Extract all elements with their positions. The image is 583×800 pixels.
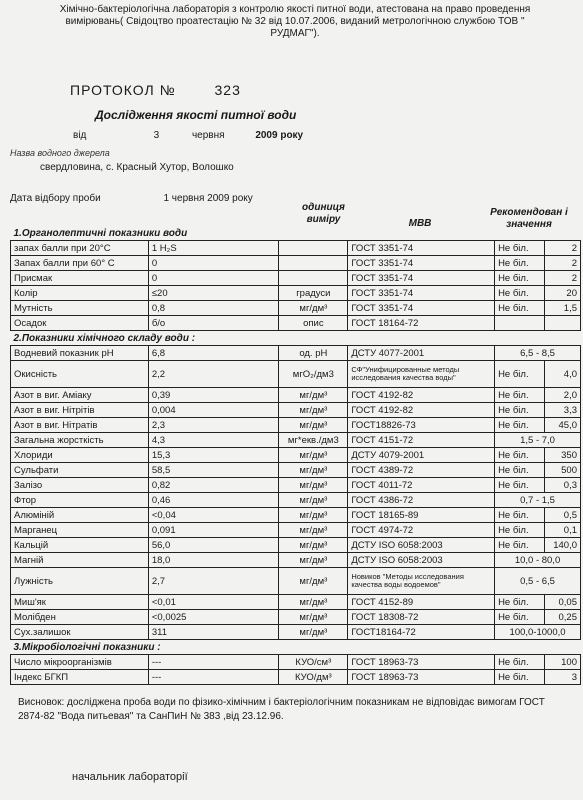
table-row <box>11 241 581 256</box>
parameter-name: Загальна жорсткість <box>11 433 149 448</box>
recommended-label: Не біл. <box>495 508 545 523</box>
section-title: 3.Мікробіологічні показники : <box>11 640 581 655</box>
table-row <box>11 256 581 271</box>
unit-cell: мг*екв./дм3 <box>279 433 348 448</box>
recommended-limit: 2 <box>544 241 580 256</box>
method-cell: ГОСТ 4192-82 <box>348 403 495 418</box>
parameter-name: Кальцій <box>11 538 149 553</box>
sample-value: 1 червня 2009 року <box>163 193 253 204</box>
method-cell: ГОСТ18164-72 <box>348 625 495 640</box>
method-cell: ДСТУ 4079-2001 <box>348 448 495 463</box>
table-row <box>11 316 581 331</box>
table-row <box>11 538 581 553</box>
recommended-limit: 45,0 <box>544 418 580 433</box>
table-row <box>11 418 581 433</box>
parameter-name: Залізо <box>11 478 149 493</box>
measured-value: 0,39 <box>148 388 279 403</box>
recommended-label: Не біл. <box>495 301 545 316</box>
parameter-name: Миш'як <box>11 595 149 610</box>
measured-value: --- <box>148 670 279 685</box>
recommended-range: 0,5 - 6,5 <box>495 568 581 595</box>
measured-value: 0,82 <box>148 478 279 493</box>
source-label: Назва водного джерела <box>10 148 110 158</box>
recommended-label: Не біл. <box>495 595 545 610</box>
parameter-name: Азот в виг. Аміаку <box>11 388 149 403</box>
table-row <box>11 448 581 463</box>
table-row <box>11 403 581 418</box>
source-text: свердловина, с. Красный Хутор, Волошко <box>40 162 234 173</box>
recommended-label: Не біл. <box>495 538 545 553</box>
method-cell: ГОСТ 3351-74 <box>348 286 495 301</box>
measured-value: 56,0 <box>148 538 279 553</box>
table-row <box>11 670 581 685</box>
parameter-name: Лужність <box>11 568 149 595</box>
recommended-limit: 2 <box>544 271 580 286</box>
unit-cell: опис <box>279 316 348 331</box>
recommended-limit: 3 <box>544 670 580 685</box>
conclusion-text: Висновок: досліджена проба води по фізико-хімічним і бактеріологічним показникам не відповідає вимогам ГОСТ 2874-82 "Вода питьевая" та СанПиН № 383 ,від 23.12.96. <box>18 697 545 722</box>
measured-value: 311 <box>148 625 279 640</box>
method-cell: ГОСТ 4152-89 <box>348 595 495 610</box>
protocol-title <box>70 82 241 98</box>
recommended-label: Не біл. <box>495 670 545 685</box>
unit-cell: мг/дм³ <box>279 553 348 568</box>
unit-cell: мг/дм³ <box>279 568 348 595</box>
recommended-limit: 100 <box>544 655 580 670</box>
recommended-label: Не біл. <box>495 448 545 463</box>
recommended-range: 10,0 - 80,0 <box>495 553 581 568</box>
unit-cell: мг/дм³ <box>279 610 348 625</box>
method-cell: ГОСТ 4192-82 <box>348 388 495 403</box>
method-cell: Новиков "Методы исследования качества воды водоемов" <box>348 568 495 595</box>
table-row <box>11 553 581 568</box>
parameter-name: Молібден <box>11 610 149 625</box>
recommended-limit: 0,25 <box>544 610 580 625</box>
parameter-name: Мутність <box>11 301 149 316</box>
table-row <box>11 433 581 448</box>
recommended-label: Не біл. <box>495 463 545 478</box>
recommended-limit: 2,0 <box>544 388 580 403</box>
method-cell: ГОСТ18826-73 <box>348 418 495 433</box>
date-month: червня <box>191 130 225 141</box>
section-header-row <box>11 331 581 346</box>
measured-value: ≤20 <box>148 286 279 301</box>
section-header-row <box>11 640 581 655</box>
method-cell: ГОСТ 4386-72 <box>348 493 495 508</box>
parameter-name: Осадок <box>11 316 149 331</box>
header-line-2: вимірювань( Свідоцтво проатестацію № 32 від 10.07.2006, виданий метрологічною службою ТОВ " <box>65 16 525 27</box>
unit-cell: мг/дм³ <box>279 388 348 403</box>
protocol-label: ПРОТОКОЛ № <box>70 82 176 98</box>
parameter-name: запах балли при 20°С <box>11 241 149 256</box>
recommended-label: Не біл. <box>495 271 545 286</box>
recommended-column-header: Рекомендован і значення <box>490 207 568 230</box>
parameter-name: Запах балли при 60° С <box>11 256 149 271</box>
lab-chief-signature-line: начальник лабораторії <box>72 771 188 783</box>
unit-cell: КУО/см³ <box>279 655 348 670</box>
parameter-name: Марганец <box>11 523 149 538</box>
recommended-range: 1,5 - 7,0 <box>495 433 581 448</box>
measured-value: 2,7 <box>148 568 279 595</box>
table-row <box>11 523 581 538</box>
recommended-label: Не біл. <box>495 241 545 256</box>
measured-value: <0,01 <box>148 595 279 610</box>
measured-value: 0 <box>148 271 279 286</box>
section-title: 1.Органолептичні показники води <box>11 226 581 241</box>
unit-cell: од. рН <box>279 346 348 361</box>
method-cell: ГОСТ 3351-74 <box>348 271 495 286</box>
measured-value: 18,0 <box>148 553 279 568</box>
parameter-name: Колір <box>11 286 149 301</box>
protocol-subtitle: Дослідження якості питної води <box>95 108 297 122</box>
lab-header <box>20 4 570 40</box>
recommended-label: Не біл. <box>495 523 545 538</box>
table-row <box>11 610 581 625</box>
method-cell: ГОСТ 3351-74 <box>348 256 495 271</box>
results-table <box>10 226 581 685</box>
table-row <box>11 625 581 640</box>
recommended-label: Не біл. <box>495 286 545 301</box>
parameter-name: Фтор <box>11 493 149 508</box>
parameter-name: Алюміній <box>11 508 149 523</box>
recommended-limit: 350 <box>544 448 580 463</box>
date-prefix: від <box>73 130 87 141</box>
method-cell: ГОСТ 4974-72 <box>348 523 495 538</box>
table-row <box>11 568 581 595</box>
unit-cell: мг/дм³ <box>279 463 348 478</box>
measured-value: <0,0025 <box>148 610 279 625</box>
unit-cell: мг/дм³ <box>279 493 348 508</box>
method-cell: ГОСТ 3351-74 <box>348 301 495 316</box>
method-cell: ГОСТ 4151-72 <box>348 433 495 448</box>
method-cell: ГОСТ 18164-72 <box>348 316 495 331</box>
recommended-limit: 0,1 <box>544 523 580 538</box>
recommended-limit: 0,3 <box>544 478 580 493</box>
unit-cell: мг/дм³ <box>279 418 348 433</box>
method-cell: ДСТУ ISO 6058:2003 <box>348 553 495 568</box>
protocol-number: 323 <box>214 82 241 98</box>
sample-date <box>10 193 253 204</box>
unit-cell: мг/дм³ <box>279 595 348 610</box>
recommended-label: Не біл. <box>495 256 545 271</box>
recommended-limit: 3,3 <box>544 403 580 418</box>
measured-value: 6,8 <box>148 346 279 361</box>
unit-cell: мг/дм³ <box>279 625 348 640</box>
parameter-name: Водневий показник рН <box>11 346 149 361</box>
parameter-name: Присмак <box>11 271 149 286</box>
recommended-limit: 1,5 <box>544 301 580 316</box>
parameter-name: Хлориди <box>11 448 149 463</box>
unit-cell: мгО₂/дм3 <box>279 361 348 388</box>
parameter-name: Азот в виг. Нітратів <box>11 418 149 433</box>
measured-value: 15,3 <box>148 448 279 463</box>
measured-value: 2,3 <box>148 418 279 433</box>
parameter-name: Сульфати <box>11 463 149 478</box>
unit-cell: мг/дм³ <box>279 508 348 523</box>
recommended-range: 6,5 - 8,5 <box>495 346 581 361</box>
recommended-limit: 0,05 <box>544 595 580 610</box>
table-row <box>11 346 581 361</box>
method-cell: ГОСТ 4389-72 <box>348 463 495 478</box>
unit-cell: мг/дм³ <box>279 301 348 316</box>
parameter-name: Індекс БГКП <box>11 670 149 685</box>
recommended-limit: 0,5 <box>544 508 580 523</box>
unit-cell: мг/дм³ <box>279 478 348 493</box>
method-cell: ГОСТ 18963-73 <box>348 670 495 685</box>
measured-value: --- <box>148 655 279 670</box>
recommended-limit: 4,0 <box>544 361 580 388</box>
date-day: 3 <box>153 130 160 141</box>
recommended-limit: 2 <box>544 256 580 271</box>
measured-value: 0,46 <box>148 493 279 508</box>
table-row <box>11 595 581 610</box>
unit-cell: мг/дм³ <box>279 403 348 418</box>
recommended-label: Не біл. <box>495 610 545 625</box>
recommended-limit <box>544 316 580 331</box>
method-cell: ГОСТ 4011-72 <box>348 478 495 493</box>
method-cell: ДСТУ ISO 6058:2003 <box>348 538 495 553</box>
recommended-label: Не біл. <box>495 478 545 493</box>
date-year: 2009 року <box>255 130 304 141</box>
header-line-3: РУДМАГ"). <box>270 28 320 39</box>
parameter-name: Магній <box>11 553 149 568</box>
recommended-label: Не біл. <box>495 418 545 433</box>
recommended-label: Не біл. <box>495 388 545 403</box>
table-row <box>11 271 581 286</box>
recommended-label: Не біл. <box>495 655 545 670</box>
unit-cell <box>279 241 348 256</box>
unit-cell: мг/дм³ <box>279 523 348 538</box>
recommended-label <box>495 316 545 331</box>
unit-cell: мг/дм³ <box>279 448 348 463</box>
method-cell: ГОСТ 18165-89 <box>348 508 495 523</box>
parameter-name: Окисність <box>11 361 149 388</box>
recommended-limit: 500 <box>544 463 580 478</box>
measured-value: 4,3 <box>148 433 279 448</box>
recommended-range: 100,0-1000,0 <box>495 625 581 640</box>
parameter-name: Сух.залишок <box>11 625 149 640</box>
section-title: 2.Показники хімічного складу води : <box>11 331 581 346</box>
sample-label: Дата відбору проби <box>10 193 101 204</box>
recommended-limit: 20 <box>544 286 580 301</box>
table-row <box>11 388 581 403</box>
unit-cell: мг/дм³ <box>279 538 348 553</box>
method-cell: ДСТУ 4077-2001 <box>348 346 495 361</box>
method-cell: ГОСТ 18963-73 <box>348 655 495 670</box>
table-row <box>11 655 581 670</box>
method-cell: ГОСТ 3351-74 <box>348 241 495 256</box>
section-header-row <box>11 226 581 241</box>
method-column-header: МВВ <box>408 218 432 229</box>
table-row <box>11 301 581 316</box>
header-line-1: Хімічно-бактеріологічна лабораторія з контролю якості питної води, атестована на право проведення <box>59 4 531 15</box>
parameter-name: Азот в виг. Нітрітів <box>11 403 149 418</box>
method-cell: ГОСТ 18308-72 <box>348 610 495 625</box>
measured-value: 58,5 <box>148 463 279 478</box>
measured-value: 1 H₂S <box>148 241 279 256</box>
measured-value: 0,091 <box>148 523 279 538</box>
unit-cell: градуси <box>279 286 348 301</box>
method-cell: СФ"Унифицированные методы исследования качества воды" <box>348 361 495 388</box>
table-row <box>11 508 581 523</box>
recommended-range: 0,7 - 1,5 <box>495 493 581 508</box>
measured-value: 0 <box>148 256 279 271</box>
parameter-name: Число мікроорганізмів <box>11 655 149 670</box>
table-row <box>11 361 581 388</box>
measured-value: 0,004 <box>148 403 279 418</box>
table-row <box>11 286 581 301</box>
table-row <box>11 463 581 478</box>
measured-value: <0,04 <box>148 508 279 523</box>
units-column-header: одиниця виміру <box>302 202 345 225</box>
recommended-limit: 140,0 <box>544 538 580 553</box>
measured-value: б/о <box>148 316 279 331</box>
measured-value: 2,2 <box>148 361 279 388</box>
protocol-date <box>73 130 303 141</box>
unit-cell <box>279 271 348 286</box>
table-row <box>11 478 581 493</box>
unit-cell <box>279 256 348 271</box>
measured-value: 0,8 <box>148 301 279 316</box>
unit-cell: КУО/дм³ <box>279 670 348 685</box>
recommended-label: Не біл. <box>495 403 545 418</box>
table-row <box>11 493 581 508</box>
recommended-label: Не біл. <box>495 361 545 388</box>
